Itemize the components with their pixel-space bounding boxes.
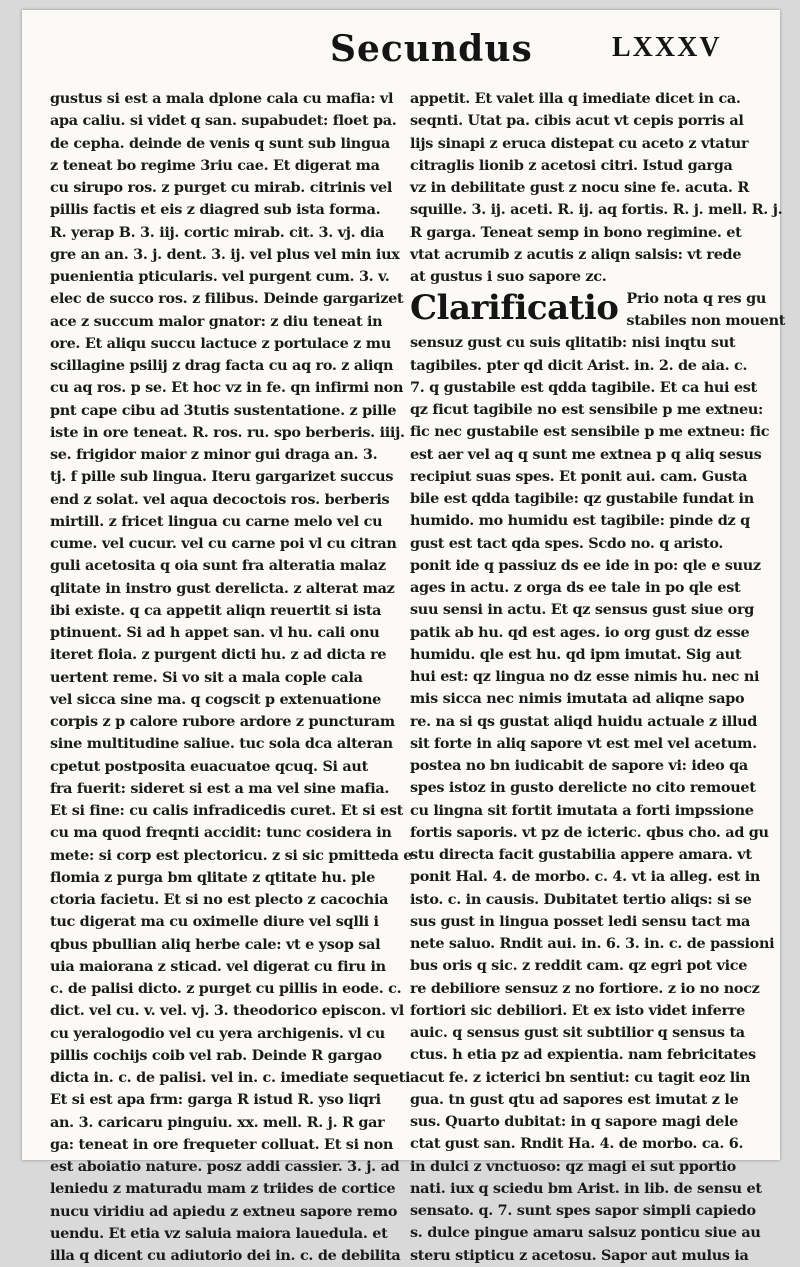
text-line: bus oris q sic. z reddit cam. qz egri pot vice	[410, 957, 748, 975]
text-line: 7. q gustabile est qdda tagibile. Et ca hui est	[410, 378, 757, 396]
text-line: ga: teneat in ore frequeter colluat. Et si non	[50, 1135, 394, 1153]
text-line: recipiut suas spes. Et ponit aui. cam. Gusta	[410, 467, 748, 485]
text-line: lijs sinapi z eruca distepat cu aceto z vtatur	[410, 134, 749, 152]
text-line: sensuz gust cu suis qlitatib: nisi inqtu sut	[410, 334, 736, 352]
text-line: humido. mo humidu est tagibile: pinde dz q	[410, 512, 750, 530]
text-line: stabiles non mouent	[626, 312, 786, 330]
text-line: qz ficut tagibile no est sensibile p me extneu:	[410, 401, 764, 418]
text-line: ponit Hal. 4. de morbo. c. 4. vt ia alleg. est in	[410, 868, 761, 886]
right-column-body-text	[410, 332, 775, 1267]
text-line: humidu. qle est hu. qd ipm imutat. Sig aut	[410, 645, 742, 663]
folio-number: LXXXV	[612, 32, 722, 63]
text-line: mete: si corp est plectoricu. z si sic pmitteda e	[50, 846, 413, 864]
text-line: cpetut postposita euacuatoe qcuq. Si aut	[50, 757, 368, 775]
text-line: dict. vel cu. v. vel. vj. 3. theodorico episcon. vl	[50, 1002, 404, 1020]
text-line: R. yerap B. 3. iij. cortic mirab. cit. 3. vj. dia	[50, 223, 385, 241]
text-line: at gustus i suo sapore zc.	[410, 268, 607, 285]
text-line: Prio nota q res gu	[626, 290, 766, 308]
text-line: leniedu z maturadu mam z triides de cortice	[50, 1180, 396, 1198]
text-line: gust est tact qda spes. Scdo no. q aristo.	[410, 534, 724, 552]
text-line: gustus si est a mala dplone cala cu mafia: vl	[50, 90, 394, 107]
text-line: ace z succum malor gnator: z diu teneat in	[50, 312, 383, 330]
text-line: seqnti. Utat pa. cibis acut vt cepis porris al	[410, 112, 744, 130]
page-header	[22, 28, 780, 78]
text-line: flomia z purga bm qlitate z qtitate hu. ple	[50, 868, 375, 886]
running-head: Secundus	[330, 28, 533, 70]
text-line: puenientia pticularis. vel purgent cum. 3. v.	[50, 268, 390, 285]
text-line: acut fe. z icterici bn sentiut: cu tagit eoz lin	[410, 1068, 751, 1086]
section-heading-row	[410, 288, 786, 332]
heading-tail-text	[626, 288, 785, 332]
left-text-column	[50, 88, 413, 1264]
text-line: tagibiles. pter qd dicit Arist. in. 2. de aia. c.	[410, 356, 748, 374]
text-line: steru stipticu z acetosu. Sapor aut mulus ia	[410, 1246, 749, 1264]
text-line: sus. Quarto dubitat: in q sapore magi dele	[410, 1113, 739, 1130]
text-line: in dulci z vnctuoso: qz magi ei sut pportio	[410, 1157, 736, 1175]
text-line: illa q dicent cu adiutorio dei in. c. de debilita	[50, 1247, 401, 1264]
text-line: re debiliore sensuz z no fortiore. z io no nocz	[410, 979, 760, 997]
text-line: sensato. q. 7. sunt spes sapor simpli capiedo	[410, 1202, 756, 1219]
text-line: cu sirupo ros. z purget cu mirab. citrinis vel	[50, 179, 393, 196]
text-line: qbus pbullian aliq herbe cale: vt e ysop sal	[50, 935, 381, 953]
text-line: sus gust in lingua posset ledi sensu tact ma	[410, 912, 751, 930]
text-line: stu directa facit gustabilia appere amara. vt	[410, 846, 752, 863]
text-line: hui est: qz lingua no dz esse nimis hu. nec ni	[410, 668, 760, 685]
text-line: apa caliu. si videt q san. supabudet: floet pa.	[50, 112, 397, 130]
text-line: ibi existe. q ca appetit aliqn reuertit si ista	[50, 601, 382, 619]
section-heading: Clarificatio	[410, 288, 619, 329]
text-line: ctat gust san. Rndit Ha. 4. de morbo. ca. 6.	[410, 1135, 744, 1153]
text-line: uia maiorana z sticad. vel digerat cu firu in	[50, 957, 386, 975]
text-line: z teneat bo regime 3riu cae. Et digerat ma	[50, 156, 380, 174]
text-line: squille. 3. ij. aceti. R. ij. aq fortis. R. j. mell. R. j.	[410, 201, 783, 219]
text-line: pillis cochijs coib vel rab. Deinde R gargao	[50, 1046, 382, 1064]
text-line: est aboiatio nature. posz addi cassier. 3. j. ad	[50, 1158, 400, 1175]
text-line: vz in debilitate gust z nocu sine fe. acuta. R	[410, 179, 749, 196]
text-line: postea no bn iudicabit de sapore vi: ideo qa	[410, 757, 748, 774]
text-line: cume. vel cucur. vel cu carne poi vl cu citran	[50, 535, 397, 552]
text-line: vtat acrumib z acutis z aliqn salsis: vt rede	[410, 245, 742, 263]
text-line: re. na si qs gustat aliqd huidu actuale z illud	[410, 712, 758, 730]
text-line: ptinuent. Si ad h appet san. vl hu. cali onu	[50, 624, 380, 641]
text-line: pnt cape cibu ad 3tutis sustentatione. z pille	[50, 401, 397, 419]
text-line: Et si est apa frm: garga R istud R. yso liqri	[50, 1091, 381, 1109]
text-line: bile est qdda tagibile: qz gustabile fundat in	[410, 490, 754, 507]
text-line: qlitate in instro gust derelicta. z alterat maz	[50, 579, 395, 597]
text-line: ore. Et aliqu succu lactuce z portulace z mu	[50, 334, 391, 352]
text-line: R garga. Teneat semp in bono regimine. et	[410, 223, 742, 241]
text-line: cu aq ros. p se. Et hoc vz in fe. qn infirmi non	[50, 379, 404, 397]
text-line: est aer vel aq q sunt me extnea p q aliq sesus	[410, 445, 762, 463]
text-line: end z solat. vel aqua decoctois ros. berberis	[50, 490, 390, 508]
text-line: scillagine psilij z drag facta cu aq ro. z aliqn	[50, 357, 394, 374]
text-line: de cepha. deinde de venis q sunt sub lingua	[50, 134, 390, 152]
text-line: fra fuerit: sideret si est a ma vel sine mafia.	[50, 779, 390, 797]
text-line: iteret floia. z purgent dicti hu. z ad dicta re	[50, 646, 387, 664]
text-line: citraglis lionib z acetosi citri. Istud garga	[410, 156, 733, 174]
text-line: fortiori sic debiliori. Et ex isto videt inferre	[410, 1001, 745, 1019]
text-line: elec de succo ros. z filibus. Deinde gargarizet	[50, 290, 404, 308]
text-line: cu ma quod freqnti accidit: tunc cosidera in	[50, 824, 392, 842]
text-line: cu lingna sit fortit imutata a forti impssione	[410, 801, 754, 819]
text-line: c. de palisi dicto. z purget cu pillis in eode. c.	[50, 980, 402, 997]
text-line: pillis factis et eis z diagred sub ista forma.	[50, 201, 381, 219]
text-line: nati. iux q sciedu bm Arist. in lib. de sensu et	[410, 1179, 762, 1197]
text-line: iste in ore teneat. R. ros. ru. spo berberis. iiij.	[50, 423, 405, 441]
text-line: mis sicca nec nimis imutata ad aliqne sapo	[410, 690, 745, 708]
text-line: auic. q sensus gust sit subtilior q sensus ta	[410, 1024, 745, 1041]
text-line: gre an an. 3. j. dent. 3. ij. vel plus vel min iux	[50, 245, 400, 263]
text-line: isto. c. in causis. Dubitatet tertio aliqs: si se	[410, 890, 752, 908]
text-line: uendu. Et etia vz saluia maiora lauedula. et	[50, 1224, 388, 1242]
text-line: guli acetosita q oia sunt fra alteratia malaz	[50, 557, 386, 575]
text-line: gua. tn gust qtu ad sapores est imutat z le	[410, 1090, 739, 1108]
text-line: mirtill. z fricet lingua cu carne melo vel cu	[50, 512, 383, 530]
text-line: ponit ide q passiuz ds ee ide in po: qle e suuz	[410, 556, 761, 574]
text-line: sine multitudine saliue. tuc sola dca alteran	[50, 735, 393, 753]
text-line: sit forte in aliq sapore vt est mel vel acetum.	[410, 734, 757, 752]
text-line: fic nec gustabile est sensibile p me extneu: fic	[410, 423, 770, 441]
right-column-opening-text	[410, 88, 783, 288]
text-line: vel sicca sine ma. q cogscit p extenuatione	[50, 690, 381, 708]
text-line: fortis saporis. vt pz de icteric. qbus cho. ad gu	[410, 823, 769, 841]
text-line: tuc digerat ma cu oximelle diure vel sqlli i	[50, 913, 379, 931]
text-line: corpis z p calore rubore ardore z puncturam	[50, 713, 395, 730]
book-page	[22, 10, 786, 1264]
text-line: tj. f pille sub lingua. Iteru gargarizet succus	[50, 468, 394, 486]
text-line: appetit. Et valet illa q imediate dicet in ca.	[410, 90, 741, 107]
right-text-column	[410, 88, 786, 1264]
text-line: patik ab hu. qd est ages. io org gust dz esse	[410, 623, 750, 641]
text-line: dicta in. c. de palisi. vel in. c. imediate sequeti	[50, 1069, 411, 1086]
text-line: ages in actu. z orga ds ee tale in po qle est	[410, 579, 741, 596]
text-line: ctoria facietu. Et si no est plecto z cacochia	[50, 891, 389, 908]
text-line: s. dulce pingue amaru salsuz ponticu siue au	[410, 1224, 761, 1242]
text-line: uertent reme. Si vo sit a mala cople cala	[50, 668, 363, 686]
text-line: nete saluo. Rndit aui. in. 6. 3. in. c. de passioni	[410, 935, 775, 952]
text-line: spes istoz in gusto derelicte no cito remouet	[410, 779, 756, 797]
text-line: an. 3. caricaru pinguiu. xx. mell. R. j. R gar	[50, 1113, 385, 1131]
text-line: se. frigidor maior z minor gui draga an. 3.	[50, 446, 378, 463]
text-line: Et si fine: cu calis infradicedis curet. Et si est	[50, 802, 404, 819]
text-line: cu yeralogodio vel cu yera archigenis. vl cu	[50, 1024, 385, 1042]
text-line: ctus. h etia pz ad expientia. nam febricitates	[410, 1046, 756, 1064]
text-line: suu sensi in actu. Et qz sensus gust siue org	[410, 601, 754, 619]
text-line: nucu viridiu ad apiedu z extneu sapore remo	[50, 1202, 398, 1220]
